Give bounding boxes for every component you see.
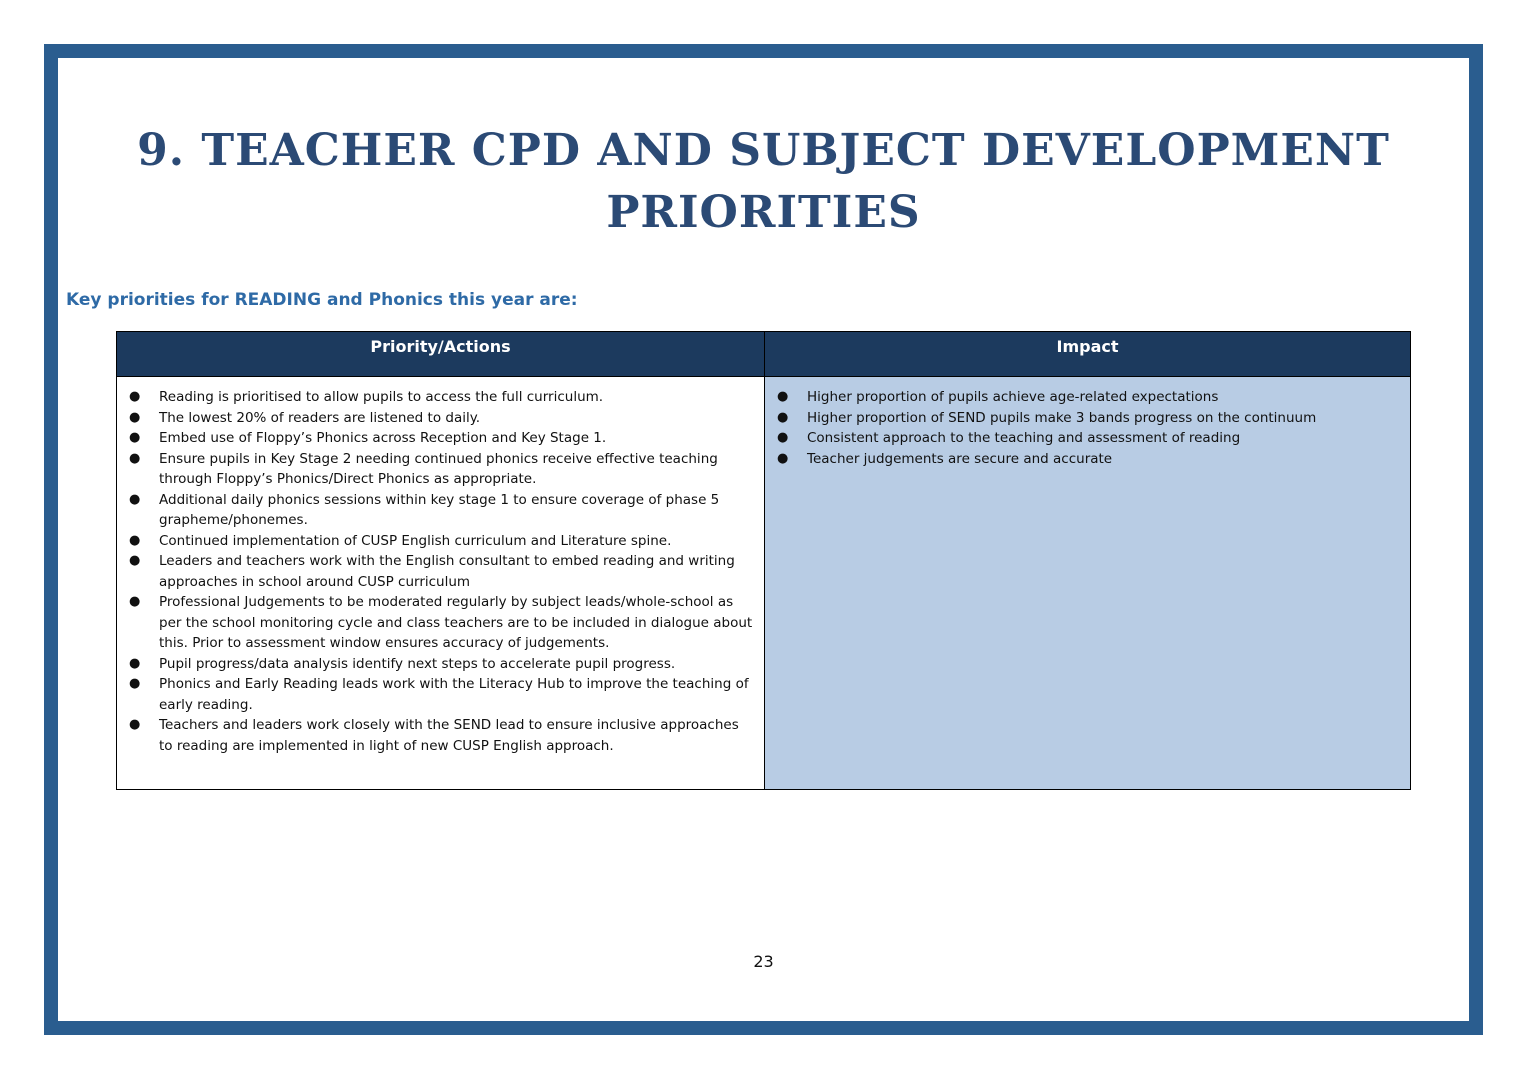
list-item: ● Embed use of Floppy’s Phonics across Reception and Key Stage 1. — [129, 430, 607, 446]
page-number: 23 — [753, 952, 774, 971]
list-item: ● Continued implementation of CUSP English curriculum and Literature spine. — [129, 532, 672, 549]
list-item: ● Consistent approach to the teaching and assessment of reading — [777, 430, 1241, 446]
list-item: ● Pupil progress/data analysis identify next steps to accelerate pupil progress. — [129, 655, 676, 672]
priorities-table — [116, 331, 1411, 790]
list-item: ● The lowest 20% of readers are listened to daily. — [129, 409, 481, 426]
list-item: ● Reading is prioritised to allow pupils to access the full curriculum. — [129, 389, 604, 405]
list-item: ● Ensure pupils in Key Stage 2 needing continued phonics receive effective teaching through Floppy’s Phonics/Direct Phonics as appropriate. — [129, 450, 718, 487]
section-subtitle: Key priorities for READING and Phonics this year are: — [66, 290, 578, 310]
header-impact: Impact — [765, 332, 1411, 377]
list-item: ● Teachers and leaders work closely with the SEND lead to ensure inclusive approaches to reading are implemented in light of new CUSP English approach. — [129, 717, 739, 754]
list-item: ● Teacher judgements are secure and accurate — [777, 450, 1113, 467]
list-item: ● Professional Judgements to be moderated regularly by subject leads/whole-school as per the school monitoring cycle and class teachers are to be included in dialogue about this. Prior to assessment window ensures accuracy of judgements. — [129, 594, 753, 651]
list-item: ● Higher proportion of SEND pupils make 3 bands progress on the continuum — [777, 409, 1317, 426]
list-item: ● Additional daily phonics sessions within key stage 1 to ensure coverage of phase 5 grapheme/phonemes. — [129, 491, 720, 528]
impact-list — [775, 387, 1400, 469]
list-item: ● Phonics and Early Reading leads work with the Literacy Hub to improve the teaching of early reading. — [129, 676, 749, 713]
actions-list — [127, 387, 754, 756]
list-item: ● Higher proportion of pupils achieve age-related expectations — [777, 389, 1219, 405]
actions-cell — [117, 377, 765, 790]
title-line-2: PRIORITIES — [606, 187, 921, 238]
page-title — [0, 120, 1527, 244]
title-line-1: 9. TEACHER CPD AND SUBJECT DEVELOPMENT — [137, 125, 1390, 176]
list-item: ● Leaders and teachers work with the English consultant to embed reading and writing approaches in school around CUSP curriculum — [129, 553, 735, 590]
impact-cell — [765, 377, 1411, 790]
header-priority-actions: Priority/Actions — [117, 332, 765, 377]
